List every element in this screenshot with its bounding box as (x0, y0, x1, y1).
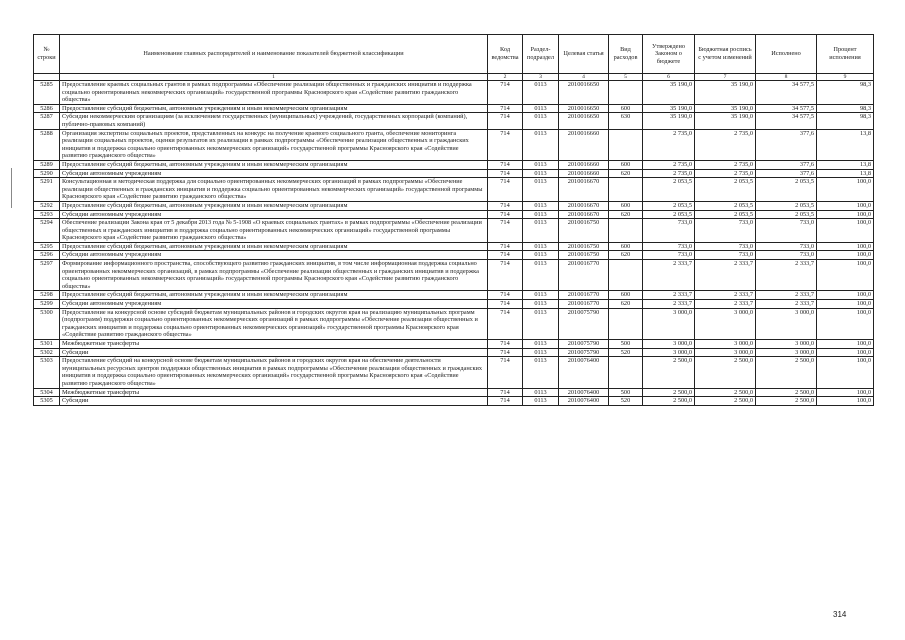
table-row (34, 178, 874, 202)
row-approved: 2 500,0 (643, 388, 695, 397)
row-section: 0113 (523, 291, 559, 300)
row-approved: 2 333,7 (643, 300, 695, 309)
table-row (34, 219, 874, 243)
row-percent: 100,0 (817, 260, 874, 291)
row-approved: 3 000,0 (643, 340, 695, 349)
row-expense-type: 600 (609, 201, 643, 210)
row-executed: 2 500,0 (756, 388, 817, 397)
row-name: Субсидии (60, 348, 488, 357)
column-number: 9 (817, 74, 874, 81)
row-expense-type (609, 219, 643, 243)
row-executed: 2 500,0 (756, 357, 817, 388)
row-target-article: 2010016650 (559, 113, 609, 129)
row-expense-type (609, 81, 643, 105)
row-approved: 733,0 (643, 251, 695, 260)
row-department-code: 714 (488, 129, 523, 160)
row-executed: 34 577,5 (756, 81, 817, 105)
row-percent: 100,0 (817, 219, 874, 243)
row-number: 5298 (34, 291, 60, 300)
row-percent: 98,3 (817, 104, 874, 113)
row-section: 0113 (523, 178, 559, 202)
row-approved: 2 735,0 (643, 160, 695, 169)
row-expense-type: 500 (609, 388, 643, 397)
header-name: Наименование главных распорядителей и наименование показателей бюджетной классификации (60, 35, 488, 74)
row-target-article: 2010016670 (559, 178, 609, 202)
row-target-article: 2010016670 (559, 201, 609, 210)
row-name: Предоставление субсидий бюджетным, автономным учреждениям и иным некоммерческим организациям (60, 201, 488, 210)
row-name: Предоставление субсидий на конкурсной основе бюджетам муниципальных районов и городских округов края на обеспечение деятельности муниципальных ресурсных центров поддержки общественных инициатив в рамках подпрограммы «Обеспечение реализации общественных и гражданских инициатив и поддержка социально ориентированных некоммерческих организаций» государственной программы Красноярского края «Содействие развитию гражданского общества» (60, 357, 488, 388)
row-department-code: 714 (488, 201, 523, 210)
row-approved: 2 333,7 (643, 260, 695, 291)
row-budget-schedule: 2 333,7 (695, 260, 756, 291)
row-percent: 100,0 (817, 397, 874, 406)
row-section: 0113 (523, 340, 559, 349)
table-row (34, 340, 874, 349)
table-row (34, 291, 874, 300)
row-department-code: 714 (488, 160, 523, 169)
row-number: 5291 (34, 178, 60, 202)
row-executed: 2 333,7 (756, 300, 817, 309)
row-department-code: 714 (488, 219, 523, 243)
row-expense-type: 630 (609, 113, 643, 129)
row-name: Субсидии автономным учреждениям (60, 169, 488, 178)
row-department-code: 714 (488, 251, 523, 260)
row-executed: 3 000,0 (756, 348, 817, 357)
row-approved: 733,0 (643, 242, 695, 251)
row-approved: 2 333,7 (643, 291, 695, 300)
header-target-article: Целевая статья (559, 35, 609, 74)
row-name: Субсидии автономным учреждениям (60, 300, 488, 309)
row-percent: 13,8 (817, 160, 874, 169)
row-number: 5295 (34, 242, 60, 251)
row-department-code: 714 (488, 357, 523, 388)
row-number: 5301 (34, 340, 60, 349)
header-executed: Исполнено (756, 35, 817, 74)
row-executed: 733,0 (756, 242, 817, 251)
table-row (34, 251, 874, 260)
header-approved: Утверждено Законом о бюджете (643, 35, 695, 74)
row-section: 0113 (523, 357, 559, 388)
row-expense-type: 600 (609, 291, 643, 300)
row-expense-type: 620 (609, 251, 643, 260)
row-department-code: 714 (488, 113, 523, 129)
row-section: 0113 (523, 201, 559, 210)
row-section: 0113 (523, 81, 559, 105)
row-budget-schedule: 35 190,0 (695, 81, 756, 105)
row-department-code: 714 (488, 169, 523, 178)
row-department-code: 714 (488, 104, 523, 113)
page-number: 314 (833, 610, 847, 619)
row-expense-type (609, 308, 643, 339)
row-executed: 34 577,5 (756, 104, 817, 113)
row-number: 5285 (34, 81, 60, 105)
row-department-code: 714 (488, 388, 523, 397)
row-target-article: 2010016750 (559, 219, 609, 243)
table-row (34, 308, 874, 339)
row-executed: 34 577,5 (756, 113, 817, 129)
row-target-article: 2010076400 (559, 357, 609, 388)
row-executed: 2 333,7 (756, 260, 817, 291)
row-budget-schedule: 2 500,0 (695, 388, 756, 397)
row-section: 0113 (523, 300, 559, 309)
row-department-code: 714 (488, 260, 523, 291)
row-budget-schedule: 2 333,7 (695, 291, 756, 300)
row-percent: 100,0 (817, 178, 874, 202)
row-department-code: 714 (488, 348, 523, 357)
row-number: 5302 (34, 348, 60, 357)
row-number: 5287 (34, 113, 60, 129)
row-name: Предоставление субсидий бюджетным, автономным учреждениям и иным некоммерческим организациям (60, 291, 488, 300)
row-name: Субсидии (60, 397, 488, 406)
row-expense-type: 620 (609, 210, 643, 219)
row-department-code: 714 (488, 340, 523, 349)
row-section: 0113 (523, 260, 559, 291)
row-percent: 13,8 (817, 129, 874, 160)
row-target-article: 2010016660 (559, 129, 609, 160)
table-row (34, 160, 874, 169)
table-row (34, 397, 874, 406)
table-row (34, 81, 874, 105)
row-percent: 100,0 (817, 300, 874, 309)
table-row (34, 357, 874, 388)
row-executed: 2 053,5 (756, 201, 817, 210)
budget-table-sheet (33, 34, 873, 406)
row-percent: 98,3 (817, 113, 874, 129)
row-approved: 3 000,0 (643, 348, 695, 357)
row-budget-schedule: 3 000,0 (695, 348, 756, 357)
header-department-code: Код ведомства (488, 35, 523, 74)
row-number: 5289 (34, 160, 60, 169)
row-approved: 35 190,0 (643, 113, 695, 129)
row-executed: 733,0 (756, 251, 817, 260)
row-number: 5305 (34, 397, 60, 406)
row-budget-schedule: 2 735,0 (695, 169, 756, 178)
row-budget-schedule: 2 735,0 (695, 160, 756, 169)
row-expense-type: 500 (609, 340, 643, 349)
row-executed: 377,6 (756, 129, 817, 160)
row-target-article: 2010016650 (559, 104, 609, 113)
row-percent: 13,8 (817, 169, 874, 178)
row-target-article: 2010075790 (559, 308, 609, 339)
row-percent: 98,3 (817, 81, 874, 105)
row-expense-type (609, 260, 643, 291)
margin-mark (11, 168, 12, 208)
row-number: 5304 (34, 388, 60, 397)
row-number: 5288 (34, 129, 60, 160)
row-target-article: 2010075790 (559, 340, 609, 349)
row-department-code: 714 (488, 397, 523, 406)
row-budget-schedule: 35 190,0 (695, 113, 756, 129)
table-row (34, 104, 874, 113)
row-name: Предоставление субсидий бюджетным, автономным учреждениям и иным некоммерческим организациям (60, 242, 488, 251)
row-approved: 2 500,0 (643, 357, 695, 388)
row-expense-type: 600 (609, 160, 643, 169)
row-name: Субсидии некоммерческим организациям (за исключением государственных (муниципальных) учреждений, государственных корпораций (компаний), публично-правовых компаний) (60, 113, 488, 129)
row-department-code: 714 (488, 300, 523, 309)
row-target-article: 2010016650 (559, 81, 609, 105)
row-target-article: 2010016770 (559, 260, 609, 291)
column-number: 6 (643, 74, 695, 81)
row-expense-type (609, 129, 643, 160)
header-section: Раздел-подраздел (523, 35, 559, 74)
row-approved: 733,0 (643, 219, 695, 243)
header-budget-schedule: Бюджетная роспись с учетом изменений (695, 35, 756, 74)
table-row (34, 169, 874, 178)
row-expense-type (609, 357, 643, 388)
row-number: 5286 (34, 104, 60, 113)
row-name: Формирование информационного пространства, способствующего развитию гражданских инициатив, в том числе информационная поддержка социально ориентированных некоммерческих организаций, в рамках подпрограммы «Обеспечение реализации общественных и гражданских инициатив и поддержка социально ориентированных некоммерческих организаций» государственной программы Красноярского края «Содействие развитию гражданского общества» (60, 260, 488, 291)
row-executed: 2 053,5 (756, 178, 817, 202)
row-percent: 100,0 (817, 251, 874, 260)
column-number: 5 (609, 74, 643, 81)
table-row (34, 348, 874, 357)
row-name: Предоставление субсидий бюджетным, автономным учреждениям и иным некоммерческим организациям (60, 104, 488, 113)
row-executed: 3 000,0 (756, 308, 817, 339)
row-executed: 377,6 (756, 160, 817, 169)
row-expense-type (609, 178, 643, 202)
row-name: Предоставление на конкурсной основе субсидий бюджетам муниципальных районов и городских округов края на реализацию муниципальных программ (подпрограмм) поддержки социально ориентированных некоммерческих организаций в рамках подпрограммы «Обеспечение реализации общественных и гражданских инициатив и поддержка социально ориентированных некоммерческих организаций» государственной программы Красноярского края «Содействие развитию гражданского общества» (60, 308, 488, 339)
row-name: Организация экспертизы социальных проектов, представленных на конкурс на получение краевого социального гранта, обеспечение мониторинга реализации социальных проектов, оценки результатов их реализации в рамках подпрограммы «Обеспечение реализации общественных и гражданских инициатив и поддержка социально ориентированных некоммерческих организаций» государственной программы Красноярского края «Содействие развитию гражданского общества» (60, 129, 488, 160)
row-expense-type: 600 (609, 104, 643, 113)
table-row (34, 388, 874, 397)
row-number: 5292 (34, 201, 60, 210)
row-approved: 2 053,5 (643, 178, 695, 202)
row-section: 0113 (523, 160, 559, 169)
row-target-article: 2010016660 (559, 160, 609, 169)
row-target-article: 2010016660 (559, 169, 609, 178)
table-row (34, 242, 874, 251)
row-number: 5300 (34, 308, 60, 339)
row-expense-type: 620 (609, 169, 643, 178)
row-percent: 100,0 (817, 308, 874, 339)
row-percent: 100,0 (817, 357, 874, 388)
row-number: 5297 (34, 260, 60, 291)
row-approved: 2 735,0 (643, 169, 695, 178)
row-budget-schedule: 3 000,0 (695, 340, 756, 349)
row-budget-schedule: 2 333,7 (695, 300, 756, 309)
row-name: Субсидии автономным учреждениям (60, 210, 488, 219)
row-section: 0113 (523, 169, 559, 178)
row-section: 0113 (523, 104, 559, 113)
row-budget-schedule: 2 053,5 (695, 178, 756, 202)
row-number: 5303 (34, 357, 60, 388)
row-section: 0113 (523, 113, 559, 129)
row-budget-schedule: 2 053,5 (695, 201, 756, 210)
column-number: 2 (488, 74, 523, 81)
column-number: 4 (559, 74, 609, 81)
row-target-article: 2010076400 (559, 397, 609, 406)
row-expense-type: 600 (609, 242, 643, 251)
table-row (34, 300, 874, 309)
row-percent: 100,0 (817, 291, 874, 300)
row-executed: 3 000,0 (756, 340, 817, 349)
column-number (34, 74, 60, 81)
row-expense-type: 620 (609, 300, 643, 309)
row-name: Предоставление краевых социальных грантов в рамках подпрограммы «Обеспечение реализации общественных и гражданских инициатив и поддержка социально ориентированных некоммерческих организаций» государственной программы Красноярского края «Содействие развитию гражданского общества» (60, 81, 488, 105)
row-section: 0113 (523, 210, 559, 219)
row-approved: 35 190,0 (643, 81, 695, 105)
row-section: 0113 (523, 397, 559, 406)
row-department-code: 714 (488, 178, 523, 202)
row-expense-type: 520 (609, 348, 643, 357)
table-row (34, 201, 874, 210)
row-section: 0113 (523, 242, 559, 251)
row-percent: 100,0 (817, 201, 874, 210)
row-approved: 2 500,0 (643, 397, 695, 406)
header-row (34, 35, 874, 74)
row-budget-schedule: 35 190,0 (695, 104, 756, 113)
row-department-code: 714 (488, 242, 523, 251)
table-row (34, 260, 874, 291)
row-approved: 2 735,0 (643, 129, 695, 160)
row-executed: 733,0 (756, 219, 817, 243)
row-target-article: 2010016750 (559, 251, 609, 260)
column-number: 1 (60, 74, 488, 81)
row-number: 5293 (34, 210, 60, 219)
header-percent: Процент исполнения (817, 35, 874, 74)
row-number: 5299 (34, 300, 60, 309)
table-row (34, 129, 874, 160)
column-number: 3 (523, 74, 559, 81)
row-approved: 2 053,5 (643, 210, 695, 219)
row-name: Субсидии автономным учреждениям (60, 251, 488, 260)
row-section: 0113 (523, 251, 559, 260)
row-executed: 2 333,7 (756, 291, 817, 300)
row-target-article: 2010016670 (559, 210, 609, 219)
row-department-code: 714 (488, 81, 523, 105)
table-row (34, 113, 874, 129)
column-number: 7 (695, 74, 756, 81)
row-budget-schedule: 2 500,0 (695, 357, 756, 388)
row-number: 5294 (34, 219, 60, 243)
row-name: Обеспечение реализации Закона края от 5 декабря 2013 года № 5-1908 «О краевых социальных грантах» в рамках подпрограммы «Обеспечение реализации общественных и гражданских инициатив и поддержка социально ориентированных некоммерческих организаций» государственной программы Красноярского края «Содействие развитию гражданского общества» (60, 219, 488, 243)
row-department-code: 714 (488, 291, 523, 300)
row-budget-schedule: 733,0 (695, 219, 756, 243)
header-row-number: № строки (34, 35, 60, 74)
row-name: Межбюджетные трансферты (60, 340, 488, 349)
row-budget-schedule: 3 000,0 (695, 308, 756, 339)
row-approved: 2 053,5 (643, 201, 695, 210)
header-expense-type: Вид расходов (609, 35, 643, 74)
row-target-article: 2010016770 (559, 291, 609, 300)
row-executed: 377,6 (756, 169, 817, 178)
row-number: 5290 (34, 169, 60, 178)
row-name: Предоставление субсидий бюджетным, автономным учреждениям и иным некоммерческим организациям (60, 160, 488, 169)
row-section: 0113 (523, 308, 559, 339)
row-budget-schedule: 733,0 (695, 242, 756, 251)
row-approved: 35 190,0 (643, 104, 695, 113)
row-name: Межбюджетные трансферты (60, 388, 488, 397)
column-numbers-row (34, 74, 874, 81)
row-section: 0113 (523, 348, 559, 357)
row-department-code: 714 (488, 308, 523, 339)
column-number: 8 (756, 74, 817, 81)
row-percent: 100,0 (817, 348, 874, 357)
row-budget-schedule: 2 735,0 (695, 129, 756, 160)
row-section: 0113 (523, 129, 559, 160)
row-budget-schedule: 733,0 (695, 251, 756, 260)
row-target-article: 2010075790 (559, 348, 609, 357)
row-section: 0113 (523, 219, 559, 243)
row-percent: 100,0 (817, 388, 874, 397)
row-percent: 100,0 (817, 242, 874, 251)
row-target-article: 2010076400 (559, 388, 609, 397)
row-budget-schedule: 2 500,0 (695, 397, 756, 406)
row-name: Консультационная и методическая поддержка для социально ориентированных некоммерческих организаций в рамках подпрограммы «Обеспечение реализации общественных и гражданских инициатив и поддержка социально ориентированных некоммерческих организаций» государственной программы Красноярского края «Содействие развитию гражданского общества» (60, 178, 488, 202)
row-executed: 2 053,5 (756, 210, 817, 219)
row-executed: 2 500,0 (756, 397, 817, 406)
row-percent: 100,0 (817, 340, 874, 349)
row-budget-schedule: 2 053,5 (695, 210, 756, 219)
row-expense-type: 520 (609, 397, 643, 406)
row-department-code: 714 (488, 210, 523, 219)
row-target-article: 2010016750 (559, 242, 609, 251)
row-target-article: 2010016770 (559, 300, 609, 309)
row-percent: 100,0 (817, 210, 874, 219)
row-approved: 3 000,0 (643, 308, 695, 339)
row-section: 0113 (523, 388, 559, 397)
budget-execution-table (33, 34, 874, 406)
row-number: 5296 (34, 251, 60, 260)
table-row (34, 210, 874, 219)
